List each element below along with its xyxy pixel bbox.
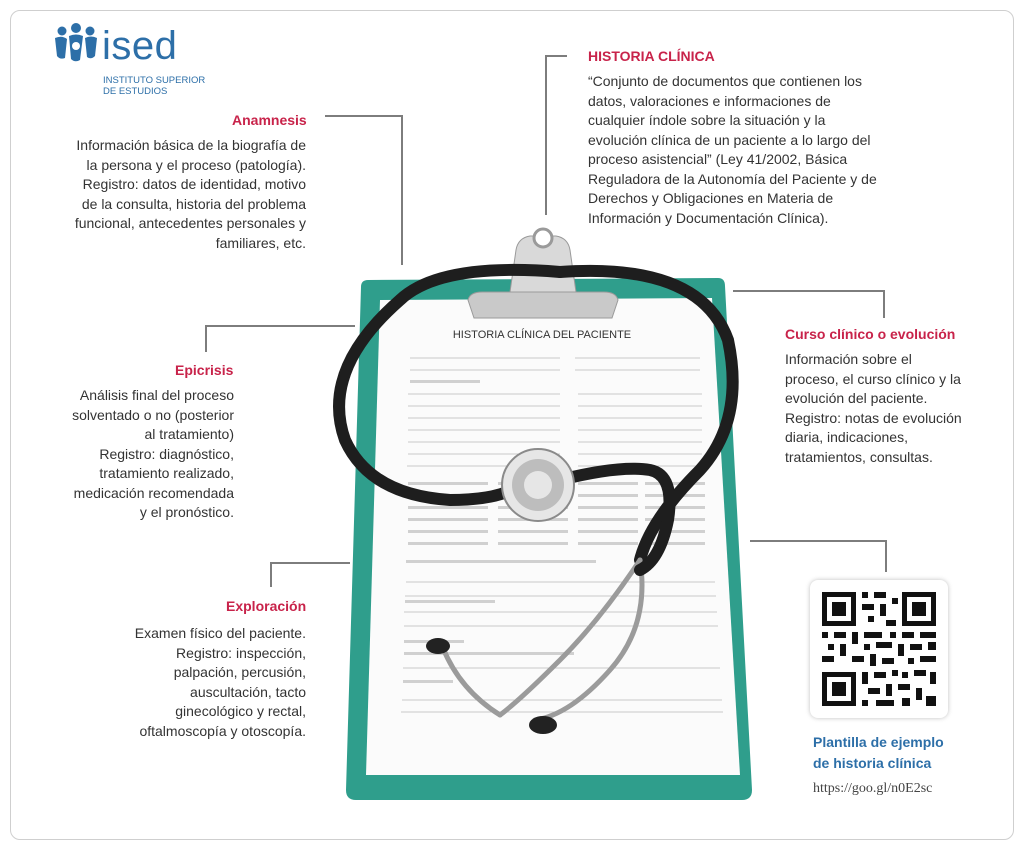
curso-line: evolución del paciente. [785,390,928,406]
qr-caption-line: Plantilla de ejemplo [813,734,944,750]
connector-exploracion-drop [270,562,272,587]
anamnesis-line: la persona y el proceso (patología). [86,156,306,173]
qr-code-card[interactable] [810,580,948,718]
qr-caption-line: de historia clínica [813,755,932,771]
connector-anamnesis [325,115,403,117]
curso-line: tratamientos, consultas. [785,448,933,465]
historia-body [588,72,918,228]
exploracion-body [40,624,306,741]
curso-heading: Curso clínico o evolución [785,326,956,342]
epicrisis-heading: Epicrisis [175,362,234,378]
exploracion-heading: Exploración [226,598,307,614]
anamnesis-line: Registro: datos de identidad, motivo [82,176,306,192]
anamnesis-line: familiares, etc. [215,234,306,251]
clip-base [468,292,618,318]
logo-subtitle-line: DE ESTUDIOS [103,86,168,97]
exploracion-line: Registro: inspección, [176,644,306,661]
anamnesis-line: Información básica de la biografía de [76,137,306,153]
qr-code-icon [810,580,948,718]
historia-line: Información y Documentación Clínica). [588,209,829,226]
exploracion-line: Examen físico del paciente. [134,625,306,641]
anamnesis-heading: Anamnesis [232,112,307,128]
connector-curso-drop [883,290,885,318]
exploracion-line: auscultación, tacto [190,683,306,700]
epicrisis-line: solventado o no (posterior [72,406,234,423]
connector-qr-drop [885,540,887,572]
historia-line: cualquier índole sobre la situación y la [588,112,826,128]
people-logo-icon [52,22,102,66]
historia-line: “Conjunto de documentos que contienen los [588,73,862,89]
epicrisis-line: Registro: diagnóstico, [99,445,234,462]
anamnesis-line: funcional, antecedentes personales y [74,215,306,231]
clip-ring [534,229,552,247]
historia-line: proceso asistencial” (Ley 41/2002, Básica [588,151,848,167]
epicrisis-line: medicación recomendada [73,484,234,501]
logo-subtitle-line: INSTITUTO SUPERIOR [103,75,206,86]
connector-qr [750,540,887,542]
curso-line: diaria, indicaciones, [785,429,908,445]
curso-body [785,350,995,467]
logo-wordmark: ised [102,24,178,68]
stethoscope-earpiece [426,638,450,654]
anamnesis-body [40,136,306,253]
epicrisis-line: al tratamiento) [144,426,234,442]
historia-line: Derechos y Obligaciones en Materia de [588,190,834,206]
exploracion-line: oftalmoscopía y otoscopía. [139,722,306,739]
historia-line: Reguladora de la Autonomía del Paciente y de [588,170,877,187]
epicrisis-body [40,386,234,523]
logo-subtitle [103,75,205,97]
exploracion-line: ginecológico y rectal, [175,703,306,719]
curso-line: Información sobre el [785,351,912,367]
stethoscope-earpiece [529,716,557,734]
historia-line: evolución clínica de un paciente a lo largo del [588,131,871,148]
curso-line: proceso, el curso clínico y la [785,370,961,387]
qr-caption [813,732,944,774]
anamnesis-line: de la consulta, historia del problema [81,195,306,212]
historia-heading: HISTORIA CLÍNICA [588,48,715,64]
clipboard-stethoscope-illustration [300,220,770,810]
connector-historia [545,55,547,215]
curso-line: Registro: notas de evolución [785,409,962,426]
form-title: HISTORIA CLÍNICA DEL PACIENTE [452,329,632,341]
connector-epicrisis-drop [205,325,207,352]
connector-historia-tick [545,55,567,57]
historia-line: datos, valoraciones e informaciones de [588,92,831,109]
epicrisis-line: Análisis final del proceso [79,387,234,403]
qr-url-link[interactable]: https://goo.gl/n0E2sc [813,781,933,796]
exploracion-line: palpación, percusión, [173,664,306,680]
epicrisis-line: y el pronóstico. [139,504,234,520]
stethoscope-diaphragm-center [524,471,552,499]
epicrisis-line: tratamiento realizado, [99,465,234,481]
